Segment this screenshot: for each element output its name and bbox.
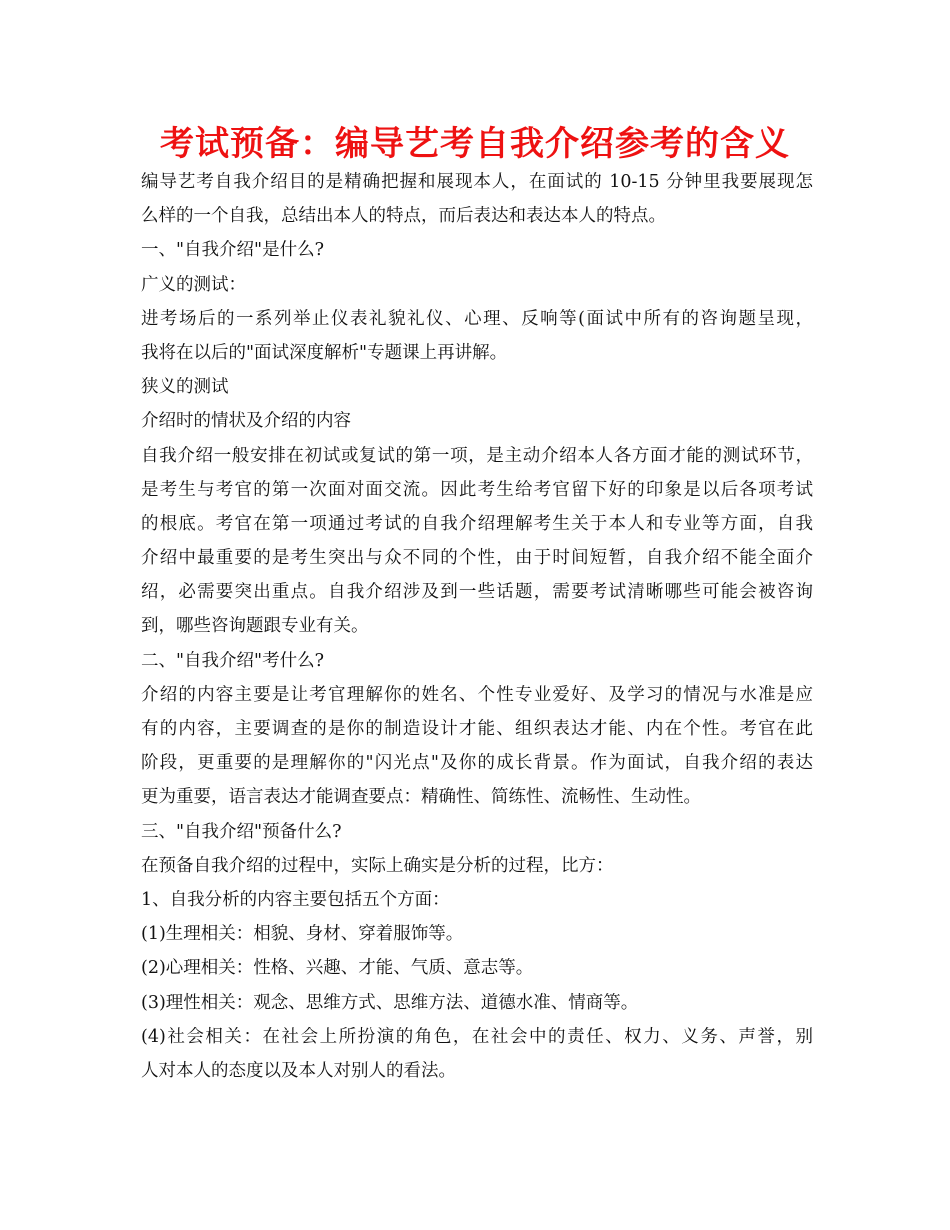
text-line: 在预备自我介绍的过程中，实际上确实是分析的过程，比方： — [141, 855, 614, 876]
text-line: 人对本人的态度以及本人对别人的看法。 — [141, 1060, 456, 1081]
text-line: 自我介绍一般安排在初试或复试的第一项，是主动介绍本人各方面才能的测试环节， — [141, 445, 813, 466]
text-line: 么样的一个自我，总结出本人的特点，而后表达和表达本人的特点。 — [141, 206, 666, 227]
text-line: (4)社会相关：在社会上所扮演的角色，在社会中的责任、权力、义务、声誉，别 — [141, 1026, 813, 1047]
text-line: 更为重要，语言表达才能调查要点：精确性、简练性、流畅性、生动性。 — [141, 787, 701, 808]
text-line: 绍，必需要突出重点。自我介绍涉及到一些话题，需要考试清晰哪些可能会被咨询 — [141, 582, 813, 603]
text-line: 狭义的测试 — [141, 377, 229, 398]
text-line: (1)生理相关：相貌、身材、穿着服饰等。 — [141, 924, 464, 945]
text-line: 有的内容，主要调查的是你的制造设计才能、组织表达才能、内在个性。考官在此 — [141, 719, 813, 739]
text-line: 介绍中最重要的是考生突出与众不同的个性，由于时间短暂，自我介绍不能全面介 — [141, 548, 813, 569]
text-line: 二、"自我介绍"考什么? — [141, 650, 324, 671]
text-line: 1、自我分析的内容主要包括五个方面： — [141, 889, 450, 910]
text-line: 介绍的内容主要是让考官理解你的姓名、个性专业爱好、及学习的情况与水准是应 — [141, 684, 813, 705]
text-line: 介绍时的情状及介绍的内容 — [141, 411, 351, 432]
text-line: 的根底。考官在第一项通过考试的自我介绍理解考生关于本人和专业等方面，自我 — [141, 513, 813, 534]
text-line: 阶段，更重要的是理解你的"闪光点"及你的成长背景。作为面试，自我介绍的表达 — [141, 753, 813, 774]
text-line: 我将在以后的"面试深度解析"专题课上再讲解。 — [141, 342, 508, 363]
text-line: 一、"自我介绍"是什么? — [141, 240, 324, 261]
text-line: (3)理性相关：观念、思维方式、思维方法、道德水准、情商等。 — [141, 992, 639, 1013]
text-line: (2)心理相关：性格、兴趣、才能、气质、意志等。 — [141, 958, 534, 979]
document-body — [141, 165, 813, 1088]
text-line: 到，哪些咨询题跟专业有关。 — [141, 616, 369, 637]
text-line: 编导艺考自我介绍目的是精确把握和展现本人，在面试的 10-15 分钟里我要展现怎 — [141, 172, 813, 192]
text-line: 三、"自我介绍"预备什么? — [141, 821, 342, 842]
document-title: 考试预备：编导艺考自我介绍参考的含义 — [160, 124, 790, 164]
text-line: 是考生与考官的第一次面对面交流。因此考生给考官留下好的印象是以后各项考试 — [141, 479, 813, 500]
text-line: 广义的测试： — [141, 274, 246, 295]
text-line: 进考场后的一系列举止仪表礼貌礼仪、心理、反响等(面试中所有的咨询题呈现， — [141, 308, 813, 329]
